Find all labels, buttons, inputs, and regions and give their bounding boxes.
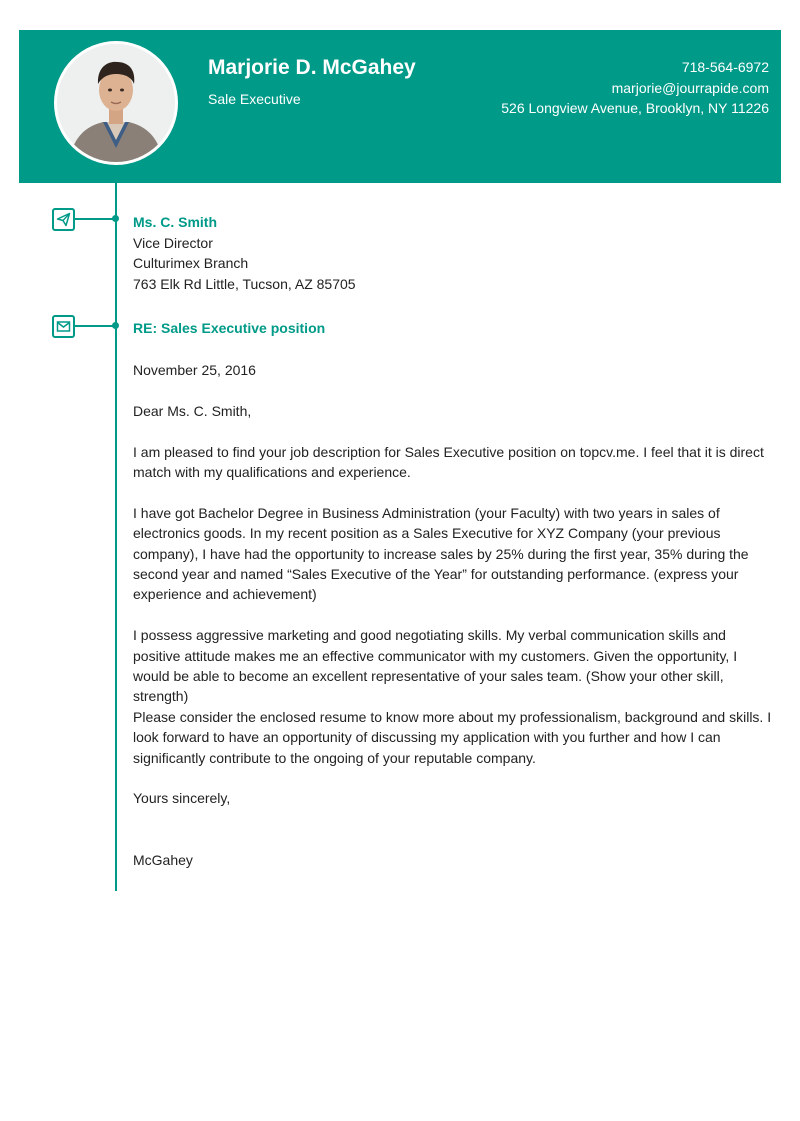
timeline-dot xyxy=(112,215,119,222)
paragraph: I am pleased to find your job description for Sales Executive position on topcv.me. I feel that it is direct match with my qualifications and experience. xyxy=(133,443,764,480)
paragraph: Please consider the enclosed resume to know more about my professionalism, background and skills. I look forward to have an opportunity of discussing my application with you further and how I can significantly contribute to the ongoing of your reputable company. xyxy=(133,708,772,766)
email: marjorie@jourrapide.com xyxy=(611,79,769,96)
recipient-block xyxy=(133,212,356,294)
avatar xyxy=(57,44,175,162)
signature: McGahey xyxy=(133,851,193,868)
salutation: Dear Ms. C. Smith, xyxy=(133,402,252,419)
recipient-name: Ms. C. Smith xyxy=(133,214,218,230)
avatar-frame xyxy=(54,41,178,165)
recipient-title: Vice Director xyxy=(133,234,213,251)
paragraph: I have got Bachelor Degree in Business Administration (your Faculty) with two years in sales of electronics goods. In my recent position as a Sales Executive for XYZ Company (your previous company), I have had the opportunity to increase sales by 25% during the first year, 35% during the second year and named “Sales Executive of the Year” for outstanding performance. (express your experience and achievement) xyxy=(133,504,749,603)
applicant-name: Marjorie D. McGahey xyxy=(208,56,416,79)
address: 526 Longview Avenue, Brooklyn, NY 11226 xyxy=(501,100,769,116)
recipient-company: Culturimex Branch xyxy=(133,255,249,271)
envelope-icon xyxy=(52,315,75,338)
phone: 718-564-6972 xyxy=(681,59,769,75)
letter-subject: RE: Sales Executive position xyxy=(133,320,326,336)
timeline-connector xyxy=(75,218,115,220)
timeline-line xyxy=(115,183,117,891)
closing: Yours sincerely, xyxy=(133,790,231,807)
header-banner xyxy=(19,30,781,183)
letter-date: November 25, 2016 xyxy=(133,362,256,378)
applicant-role: Sale Executive xyxy=(208,91,301,107)
paragraph: I possess aggressive marketing and good negotiating skills. My verbal communication skills and positive attitude makes me an effective communicator with my customers. Given the opportunity, I would be able to become an excellent representative of your sales team. (Show your other skill, strength) xyxy=(133,627,738,705)
paper-plane-icon xyxy=(52,208,75,231)
contact-info xyxy=(501,57,769,119)
letter-body xyxy=(133,360,773,870)
timeline-dot xyxy=(112,322,119,329)
recipient-address: 763 Elk Rd Little, Tucson, AZ 85705 xyxy=(133,275,356,292)
timeline-connector xyxy=(75,325,115,327)
